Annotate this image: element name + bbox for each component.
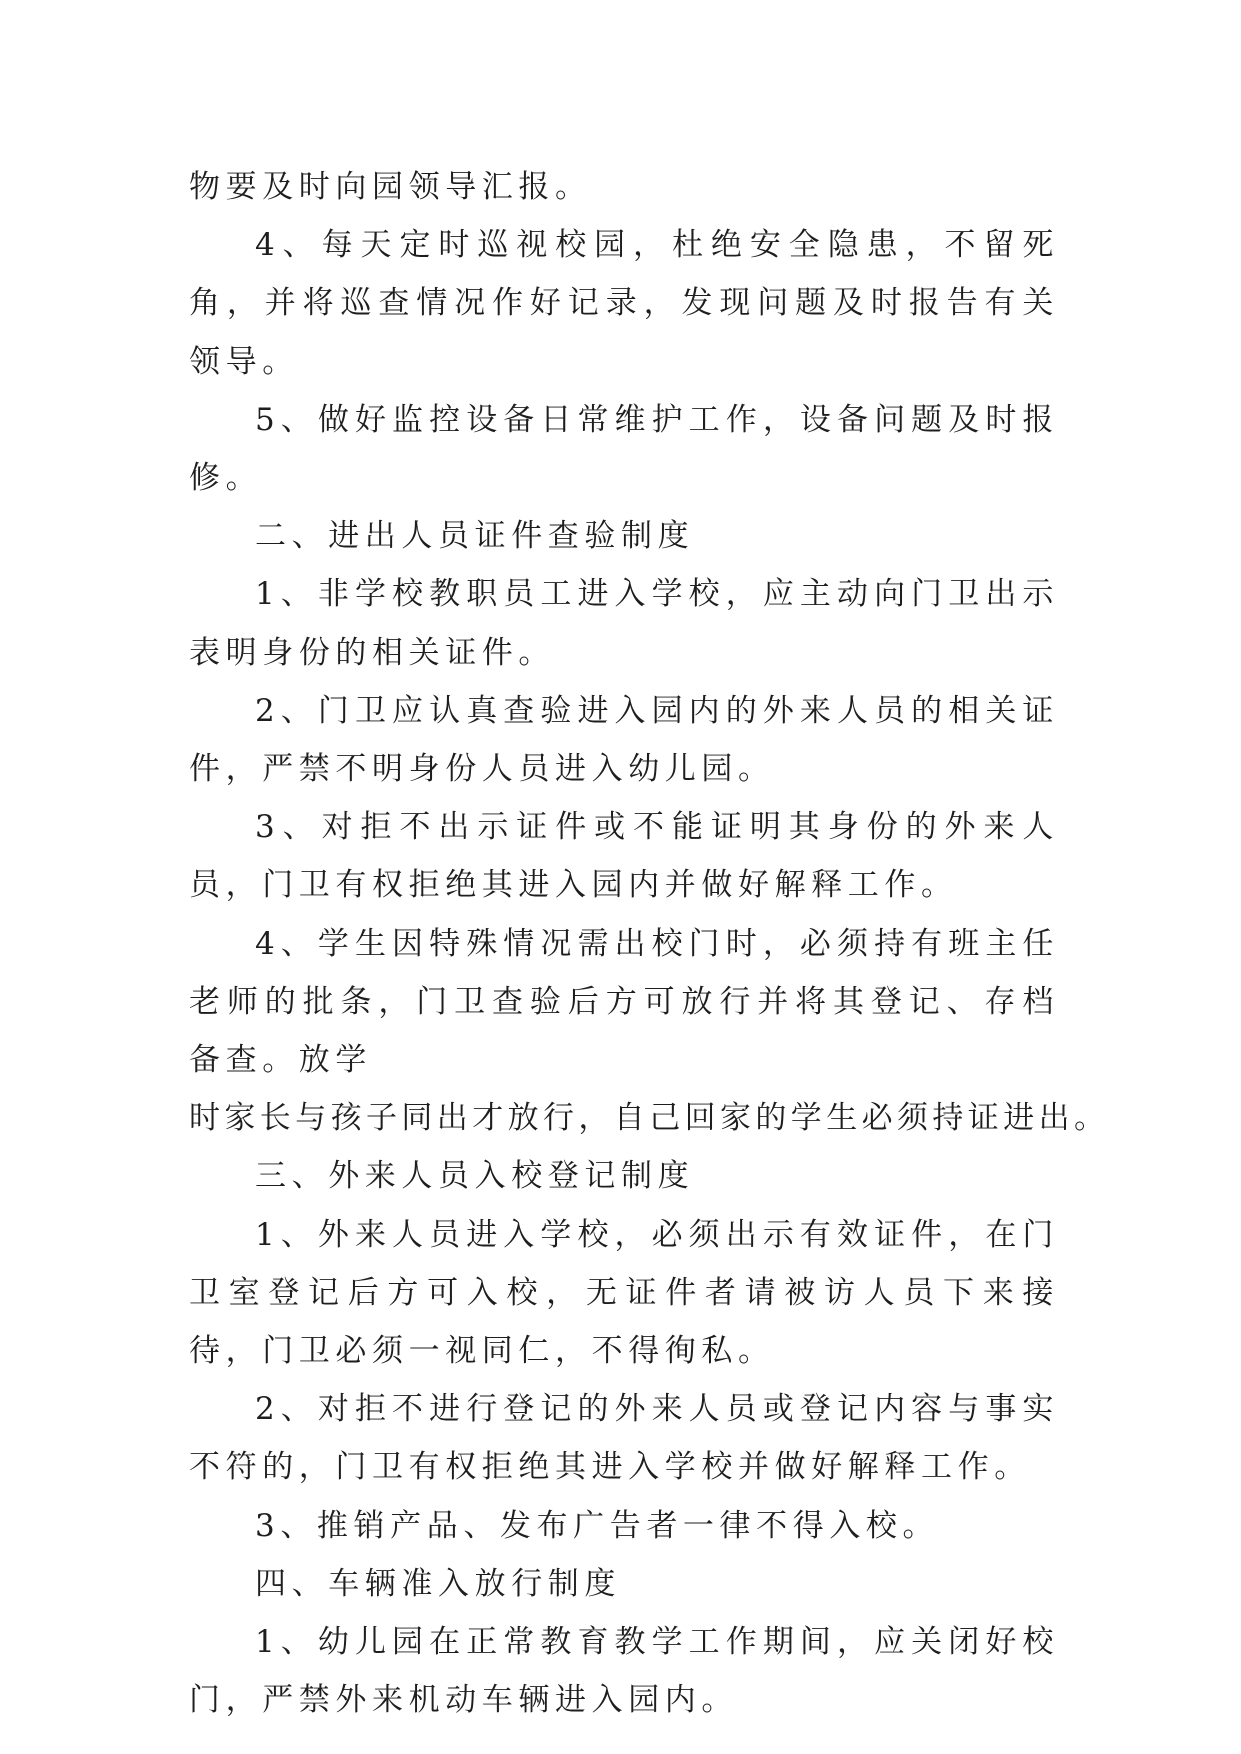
- paragraph-1: 物要及时向园领导汇报。: [189, 169, 592, 205]
- document-body: [189, 158, 1110, 1729]
- paragraph-8: 1、外来人员进入学校，必须出示有效证件，在门卫室登记后方可入校，无证件者请被访人员下来接待，门卫必须一视同仁，不得徇私。: [189, 1216, 1059, 1370]
- paragraph-9: 2、对拒不进行登记的外来人员或登记内容与事实不符的，门卫有权拒绝其进入学校并做好解释工作。: [189, 1391, 1059, 1486]
- paragraph-6: 3、对拒不出示证件或不能证明其身份的外来人员，门卫有权拒绝其进入园内并做好解释工作。: [189, 809, 1059, 904]
- paragraph-4: 1、非学校教职员工进入学校，应主动向门卫出示表明身份的相关证件。: [189, 576, 1059, 671]
- section-heading-2: 二、进出人员证件查验制度: [255, 518, 695, 555]
- section-heading-4: 四、车辆准入放行制度: [255, 1565, 621, 1602]
- paragraph-7-last-line: 时家长与孩子同出才放行，自己回家的学生必须持证进出。: [189, 1100, 1110, 1137]
- paragraph-3: 5、做好监控设备日常维护工作，设备问题及时报修。: [189, 401, 1059, 497]
- paragraph-5: 2、门卫应认真查验进入园内的外来人员的相关证件，严禁不明身份人员进入幼儿园。: [189, 692, 1059, 788]
- paragraph-11: 1、幼儿园在正常教育教学工作期间，应关闭好校门，严禁外来机动车辆进入园内。: [189, 1624, 1059, 1719]
- section-heading-3: 三、外来人员入校登记制度: [255, 1158, 695, 1195]
- paragraph-7: 4、学生因特殊情况需出校门时，必须持有班主任老师的批条，门卫查验后方可放行并将其登记、存档备查。放学: [189, 925, 1059, 1079]
- paragraph-2: 4、每天定时巡视校园，杜绝安全隐患，不留死角，并将巡查情况作好记录，发现问题及时报告有关领导。: [189, 227, 1059, 380]
- paragraph-10: 3、推销产品、发布广告者一律不得入校。: [255, 1507, 940, 1544]
